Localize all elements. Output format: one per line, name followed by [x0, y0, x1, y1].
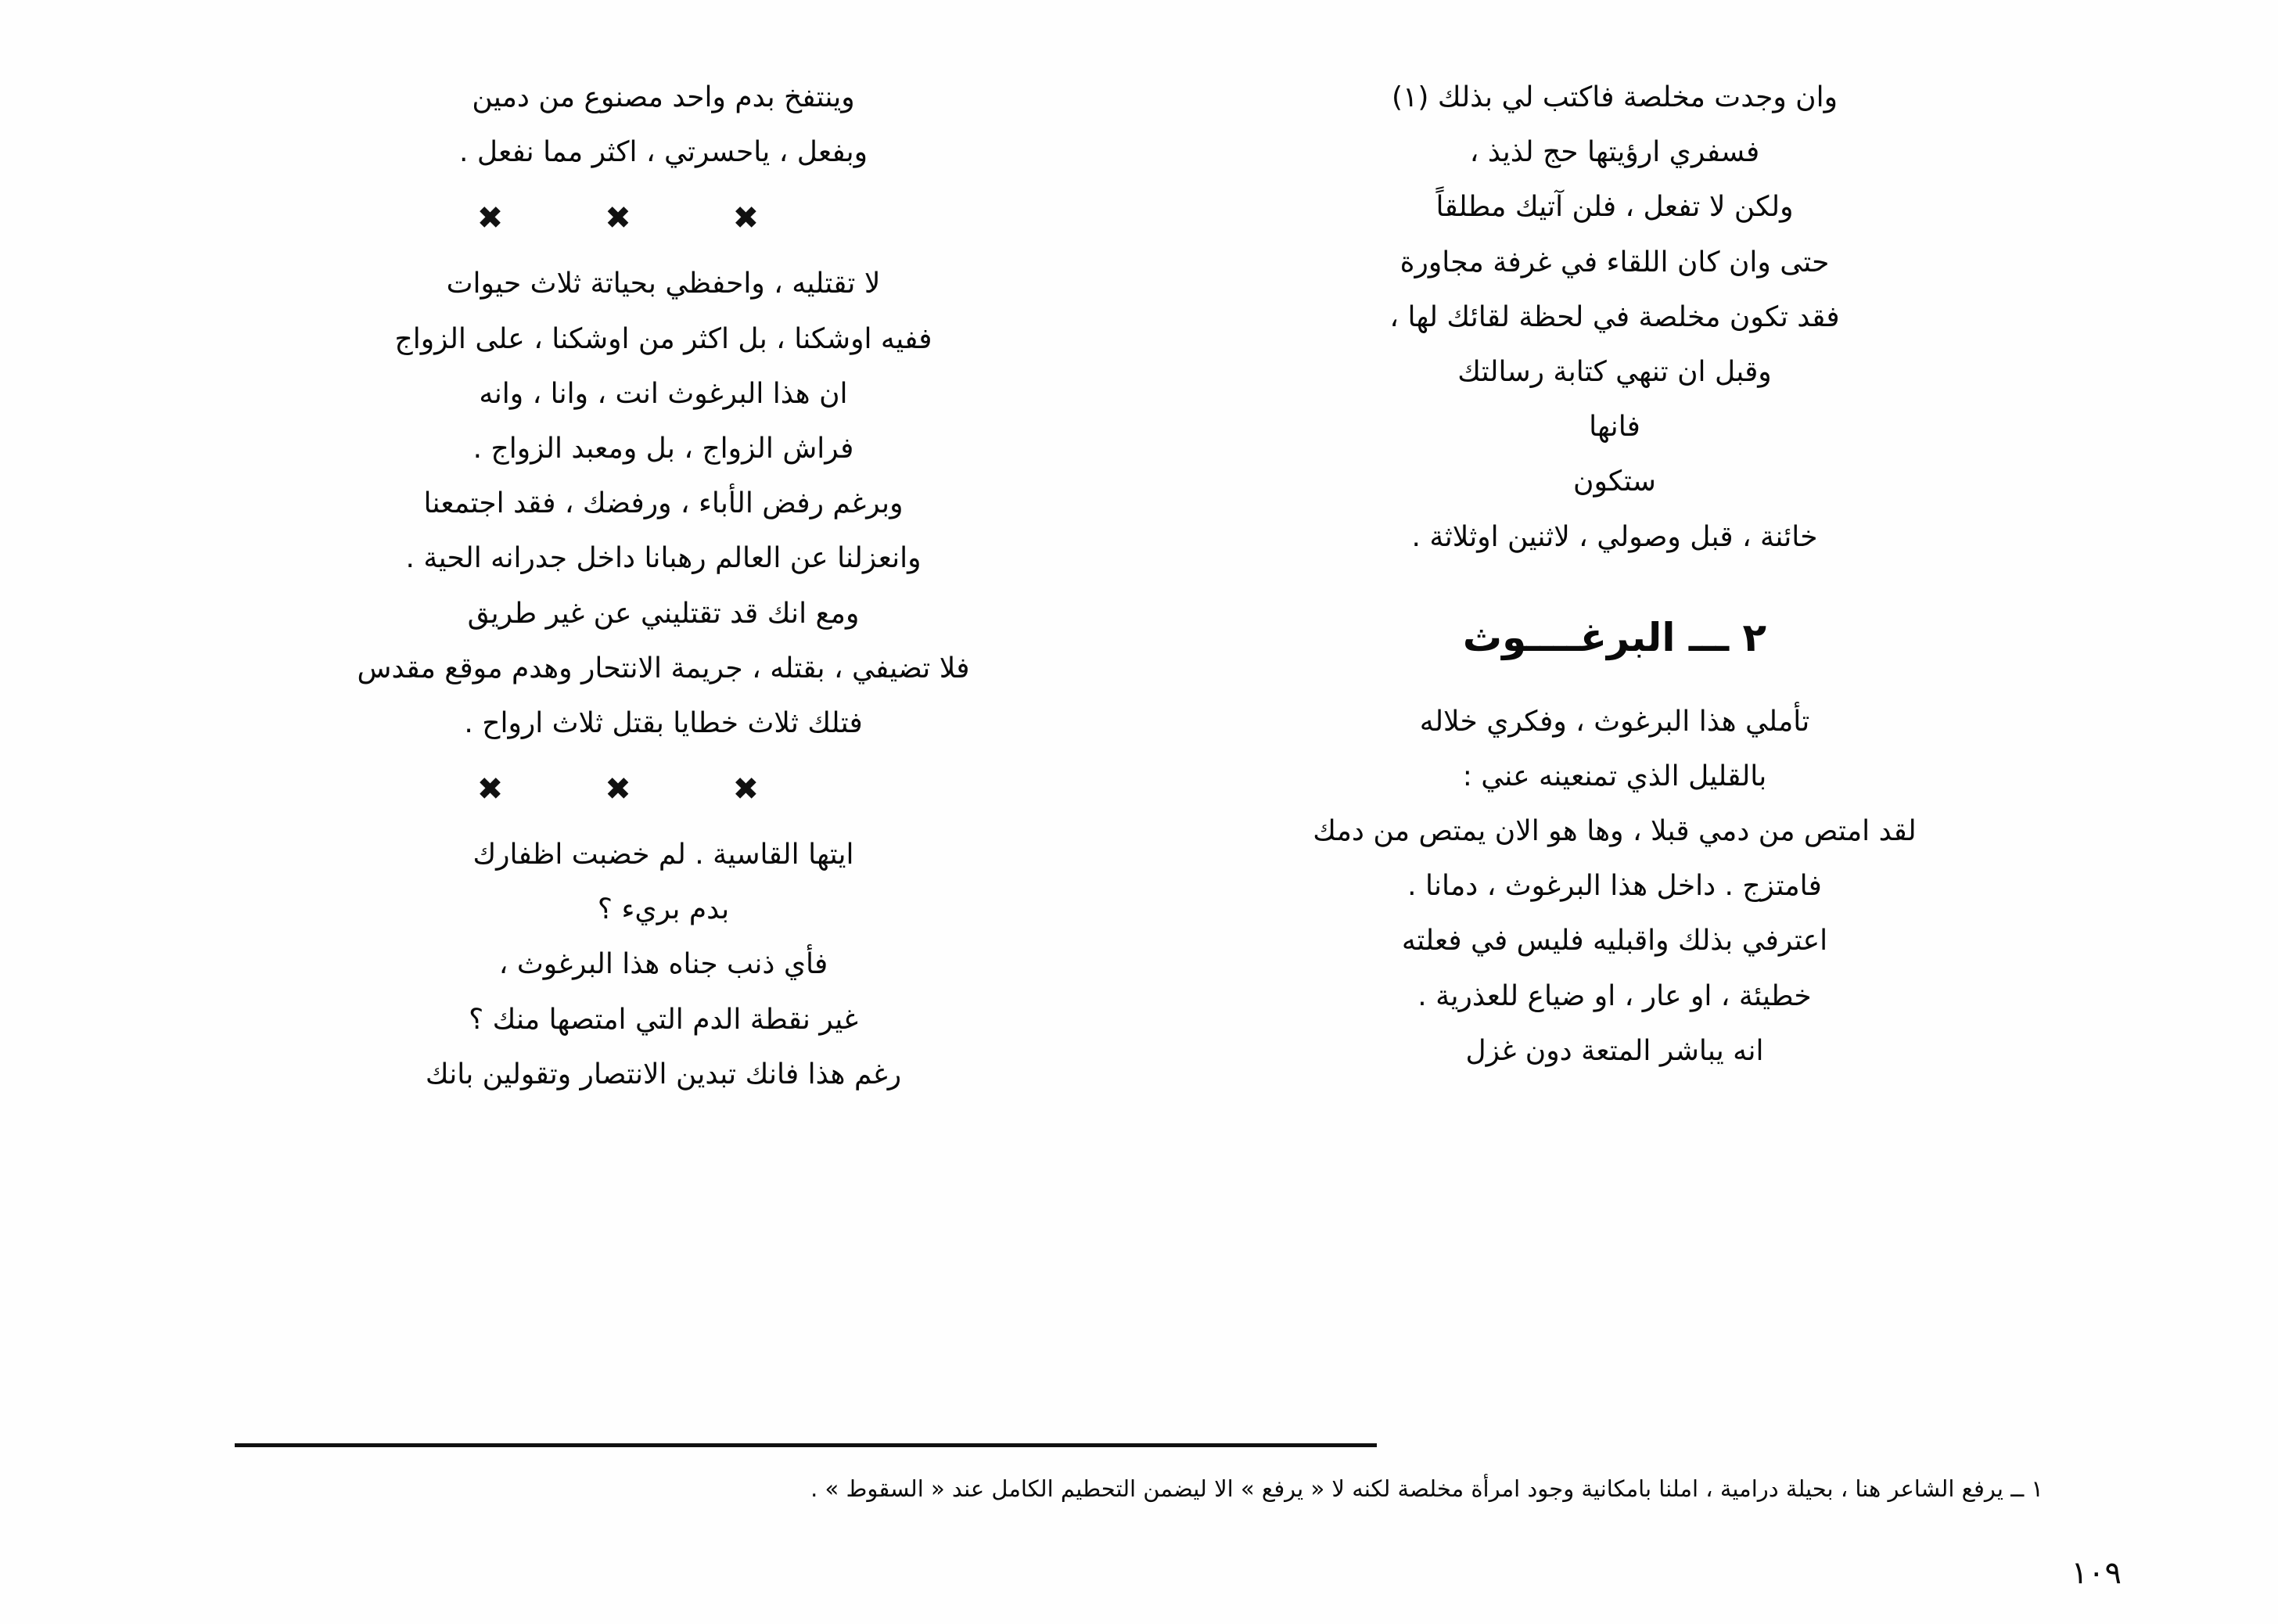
verse-line: تأملي هذا البرغوث ، وفكري خلاله — [1419, 705, 1810, 738]
two-column-body — [235, 70, 2043, 1107]
verse-line: غير نقطة الدم التي امتصها منك ؟ — [469, 1003, 858, 1036]
verse-line: بدم بريء ؟ — [597, 893, 730, 926]
verse-line: فقد تكون مخلصة في لحظة لقائك لها ، — [1389, 300, 1840, 333]
verse-line: خائنة ، قبل وصولي ، لاثنين اوثلاثة . — [1411, 520, 1818, 553]
column-left — [235, 70, 1092, 1107]
column-right — [1186, 70, 2043, 1107]
verse-line: وبفعل ، ياحسرتي ، اكثر مما نفعل . — [458, 136, 868, 169]
verse-line: رغم هذا فانك تبدين الانتصار وتقولين بانك — [425, 1058, 902, 1090]
verse-line: ايتها القاسية . لم خضبت اظفارك — [472, 839, 854, 871]
verse-line: فلا تضيفي ، بقتله ، جريمة الانتحار وهدم موقع مقدس — [357, 652, 970, 684]
verse-line: فامتزج . داخل هذا البرغوث ، دمانا . — [1407, 870, 1822, 903]
verse-line: وبرغم رفض الأباء ، ورفضك ، فقد اجتمعنا — [423, 487, 904, 520]
verse-line: وان وجدت مخلصة فاكتب لي بذلك (١) — [1391, 81, 1838, 113]
verse-line: اعترفي بذلك واقبليه فليس في فعلته — [1401, 925, 1828, 958]
verse-line: فتلك ثلاث خطايا بقتل ثلاث ارواح . — [464, 706, 863, 739]
verse-line: وانعزلنا عن العالم رهبانا داخل جدرانه الحية . — [405, 542, 922, 575]
verse-line: خطيئة ، او عار ، او ضياع للعذرية . — [1417, 979, 1812, 1012]
verse-line: انه يباشر المتعة دون غزل — [1465, 1034, 1764, 1067]
stanza-right-2 — [1186, 695, 2043, 1079]
verse-line: بالقليل الذي تمنعينه عني : — [1462, 760, 1767, 792]
stanza-divider: ✖ ✖ ✖ — [476, 200, 805, 237]
footnote-area — [235, 1443, 2043, 1507]
verse-line: حتى وان كان اللقاء في غرفة مجاورة — [1399, 246, 1830, 278]
verse-line: ولكن لا تفعل ، فلن آتيك مطلقاً — [1435, 191, 1794, 224]
stanza-right-1 — [1186, 70, 2043, 565]
page-number: ١٠٩ — [2071, 1555, 2122, 1591]
verse-line: وقبل ان تنهي كتابة رسالتك — [1457, 355, 1772, 388]
stanza-left-2 — [235, 257, 1092, 751]
verse-line: فسفري ارؤيتها حج لذيذ ، — [1469, 136, 1760, 169]
stanza-left-1 — [235, 70, 1092, 180]
stanza-left-3 — [235, 828, 1092, 1102]
verse-line: لقد امتص من دمي قبلا ، وها هو الان يمتص من دمك — [1313, 815, 1917, 848]
verse-line: وينتفخ بدم واحد مصنوع من دمين — [472, 81, 855, 113]
footnote-separator — [235, 1443, 1377, 1447]
verse-line: ومع انك قد تقتليني عن غير طريق — [467, 597, 860, 630]
verse-line: ان هذا البرغوث انت ، وانا ، وانه — [479, 377, 848, 410]
verse-line: ففيه اوشكنا ، بل اكثر من اوشكنا ، على الزواج — [394, 322, 932, 355]
verse-line: لا تقتليه ، واحفظي بحياتة ثلاث حيوات — [446, 268, 881, 300]
section-heading: ٢ ـــ البرغــــوث — [1462, 614, 1767, 660]
stanza-divider: ✖ ✖ ✖ — [476, 771, 805, 808]
verse-line: فانها — [1589, 411, 1640, 444]
verse-line: ستكون — [1573, 465, 1656, 498]
footnote-text: ١ ــ يرفع الشاعر هنا ، بحيلة درامية ، املنا بامكانية وجود امرأة مخلصة لكنه لا « يرفع » الا ليضمن التحطيم الكامل عند « السقوط » . — [810, 1475, 2043, 1502]
verse-line: فأي ذنب جناه هذا البرغوث ، — [498, 948, 828, 981]
verse-line: فراش الزواج ، بل ومعبد الزواج . — [472, 432, 854, 465]
